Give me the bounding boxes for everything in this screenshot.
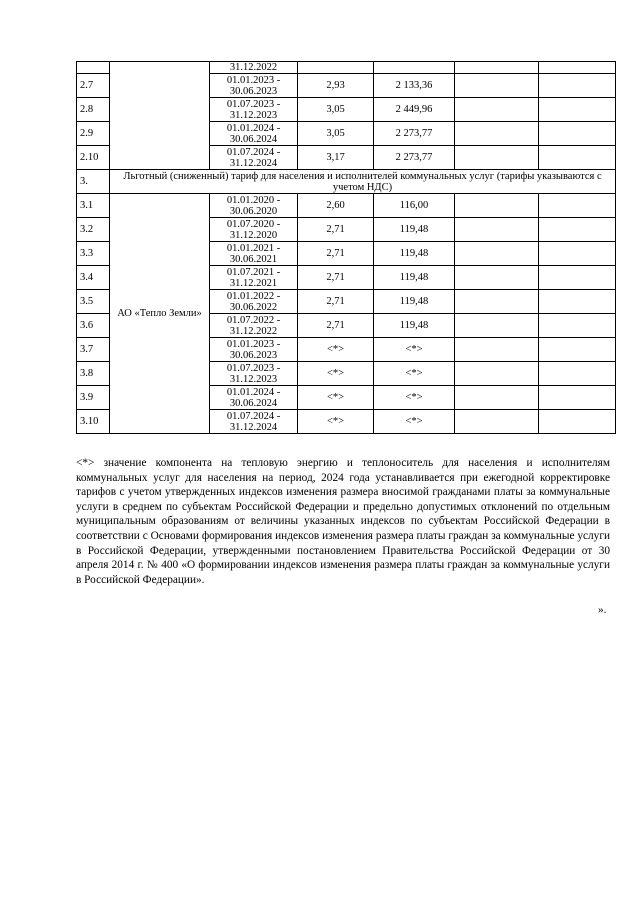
value-cell: <*> [298,410,374,434]
organization-cell [110,62,210,170]
section-header-row [77,170,616,194]
period-cell: 01.07.2020 - 31.12.2020 [210,218,298,242]
closing-quote-mark: ». [598,604,607,616]
value-cell: 2,71 [298,218,374,242]
section-number-cell: 3. [77,170,110,194]
row-number-cell: 3.2 [77,218,110,242]
row-number-cell: 3.9 [77,386,110,410]
row-number-cell: 3.1 [77,194,110,218]
value-cell: 119,48 [374,290,455,314]
value-cell: 2 273,77 [374,122,455,146]
value-cell: 2,71 [298,314,374,338]
empty-cell [539,98,616,122]
empty-cell [455,62,539,74]
period-cell: 01.01.2021 - 30.06.2021 [210,242,298,266]
empty-cell [539,410,616,434]
value-cell: 3,05 [298,98,374,122]
empty-cell [455,266,539,290]
empty-cell [539,386,616,410]
value-cell: 2,71 [298,290,374,314]
value-cell: <*> [374,338,455,362]
value-cell: 2 273,77 [374,146,455,170]
value-cell: <*> [298,338,374,362]
empty-cell [539,122,616,146]
value-cell: 119,48 [374,242,455,266]
value-cell: <*> [298,362,374,386]
period-cell: 01.01.2024 - 30.06.2024 [210,386,298,410]
tariff-table [76,61,616,434]
empty-cell [455,242,539,266]
empty-cell [455,146,539,170]
value-cell: 116,00 [374,194,455,218]
value-cell: 2,71 [298,242,374,266]
value-cell: 2,93 [298,74,374,98]
table-row [77,194,616,218]
row-number-cell: 2.10 [77,146,110,170]
row-number-cell: 2.8 [77,98,110,122]
period-cell: 01.01.2023 - 30.06.2023 [210,338,298,362]
empty-cell [539,290,616,314]
empty-cell [455,218,539,242]
empty-cell [455,386,539,410]
empty-cell [539,314,616,338]
empty-cell [455,194,539,218]
row-number-cell [77,62,110,74]
empty-cell [455,74,539,98]
empty-cell [455,290,539,314]
empty-cell [455,122,539,146]
footnote-block [76,456,610,587]
value-cell: 2 133,36 [374,74,455,98]
row-number-cell: 2.9 [77,122,110,146]
value-cell: 3,17 [298,146,374,170]
footnote-text: <*> значение компонента на тепловую энергию и теплоноситель для населения и исполнителям коммунальных услуг для населения на период, 2024 года устанавливается при ежегодной корректировке тарифов с учетом утвержденных индексов изменения размера вносимой гражданами платы за коммунальные услуги в среднем по субъектам Российской Федерации и предельно допустимых отклонений по отдельным муниципальным образованиям от величины указанных индексов по субъектам Российской Федерации в соответствии с Основами формирования индексов изменения размера платы граждан за коммунальные услуги в Российской Федерации, утвержденными постановлением Правительства Российской Федерации от 30 апреля 2014 г. № 400 «О формировании индексов изменения размера платы граждан за коммунальные услуги в Российской Федерации». [76,457,610,586]
value-cell: 119,48 [374,314,455,338]
empty-cell [539,194,616,218]
value-cell: 119,48 [374,218,455,242]
empty-cell [539,266,616,290]
row-number-cell: 3.7 [77,338,110,362]
value-cell [298,62,374,74]
period-cell: 01.01.2024 - 30.06.2024 [210,122,298,146]
organization-cell: АО «Тепло Земли» [110,194,210,434]
table-row [77,62,616,74]
value-cell: <*> [374,362,455,386]
empty-cell [539,218,616,242]
empty-cell [455,314,539,338]
empty-cell [539,146,616,170]
period-cell: 31.12.2022 [210,62,298,74]
value-cell: <*> [374,410,455,434]
value-cell: 2,60 [298,194,374,218]
row-number-cell: 3.3 [77,242,110,266]
row-number-cell: 2.7 [77,74,110,98]
period-cell: 01.01.2022 - 30.06.2022 [210,290,298,314]
value-cell: 2,71 [298,266,374,290]
row-number-cell: 3.8 [77,362,110,386]
empty-cell [539,62,616,74]
empty-cell [539,242,616,266]
empty-cell [455,410,539,434]
value-cell: <*> [374,386,455,410]
row-number-cell: 3.4 [77,266,110,290]
value-cell: 3,05 [298,122,374,146]
row-number-cell: 3.5 [77,290,110,314]
row-number-cell: 3.6 [77,314,110,338]
empty-cell [455,98,539,122]
empty-cell [455,338,539,362]
value-cell [374,62,455,74]
empty-cell [455,362,539,386]
value-cell: 2 449,96 [374,98,455,122]
period-cell: 01.07.2023 - 31.12.2023 [210,362,298,386]
empty-cell [539,362,616,386]
row-number-cell: 3.10 [77,410,110,434]
period-cell: 01.07.2024 - 31.12.2024 [210,146,298,170]
value-cell: <*> [298,386,374,410]
value-cell: 119,48 [374,266,455,290]
section-title-cell: Льготный (сниженный) тариф для населения и исполнителей коммунальных услуг (тарифы указываются с учетом НДС) [110,170,616,194]
period-cell: 01.01.2023 - 30.06.2023 [210,74,298,98]
period-cell: 01.07.2022 - 31.12.2022 [210,314,298,338]
period-cell: 01.07.2023 - 31.12.2023 [210,98,298,122]
period-cell: 01.07.2021 - 31.12.2021 [210,266,298,290]
period-cell: 01.01.2020 - 30.06.2020 [210,194,298,218]
empty-cell [539,338,616,362]
empty-cell [539,74,616,98]
period-cell: 01.07.2024 - 31.12.2024 [210,410,298,434]
